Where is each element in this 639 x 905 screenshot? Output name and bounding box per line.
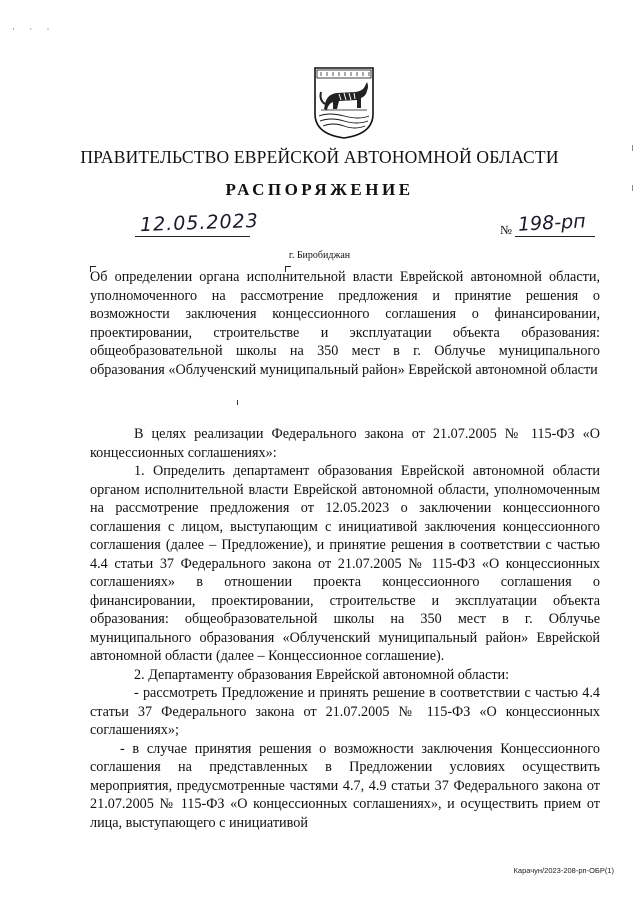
document-type-title: РАСПОРЯЖЕНИЕ	[225, 180, 414, 199]
document-date: 12.05.2023	[139, 209, 260, 237]
number-underline	[515, 236, 595, 237]
city-name: г. Биробиджан	[288, 250, 351, 261]
government-name: ПРАВИТЕЛЬСТВО ЕВРЕЙСКОЙ АВТОНОМНОЙ ОБЛАСТИ	[80, 147, 559, 167]
number-label: №	[500, 223, 512, 237]
clause-1-paragraph: 1. Определить департамент образования Еврейской автономной области органом исполнительной власти Еврейской автономной области, уполномоченным на рассмотрение предложения от 12.05.2023 о заключении концессионного соглашения с лицом, выступающим с инициативой заключения концессионного соглашения (далее – Предложение), и принятие решения в соответствии с частью 4.4 статьи 37 Федерального закона от 21.07.2005 № 115-ФЗ «О концессионных соглашениях» в отношении проекта концессионного соглашения о финансировании, проектировании, строительстве и эксплуатации объекта образования: общеобразовательной школы на 350 мест в г. Облучье муниципального образования «Облученский муниципальный район» Еврейской автономной области (далее – Концессионное соглашение).	[90, 463, 600, 664]
document-footer-code: Карачун/2023-208-рп-ОБР(1)	[513, 866, 614, 875]
date-underline	[135, 236, 250, 237]
clause-2-item-1: - рассмотреть Предложение и принять решение в соответствии с частью 4.4 статьи 37 Федерального закона от 21.07.2005 № 115-ФЗ «О концессионных соглашениях»;	[90, 685, 600, 738]
clause-2-item-2: - в случае принятия решения о возможности заключения Концессионного соглашения на представленных в Предложении условиях осуществить мероприятия, предусмотренные частями 4.7, 4.9 статьи 37 Федерального закона от 21.07.2005 № 115-ФЗ «О концессионных соглашениях», и осуществить прием от лица, выступающего с инициативой	[90, 740, 600, 831]
scan-tick-mark	[237, 400, 238, 405]
scan-artifacts: · · ·	[12, 24, 56, 34]
document-body	[90, 425, 600, 832]
document-subject: Об определении органа исполнительной власти Еврейской автономной области, уполномоченного на рассмотрение предложения и принятие решения о возможности заключения концессионного соглашения о финансировании, проектировании, строительстве и эксплуатации объекта образования: общеобразовательной школы на 350 мест в г. Облучье муниципального образования «Облученский муниципальный район» Еврейской автономной области	[90, 269, 600, 378]
preamble-paragraph: В целях реализации Федерального закона от 21.07.2005 № 115-ФЗ «О концессионных соглашениях»:	[90, 426, 600, 461]
coat-of-arms-tiger-icon	[311, 64, 377, 140]
clause-2-paragraph: 2. Департаменту образования Еврейской автономной области:	[134, 666, 510, 683]
document-number: 198-рп	[517, 210, 587, 236]
